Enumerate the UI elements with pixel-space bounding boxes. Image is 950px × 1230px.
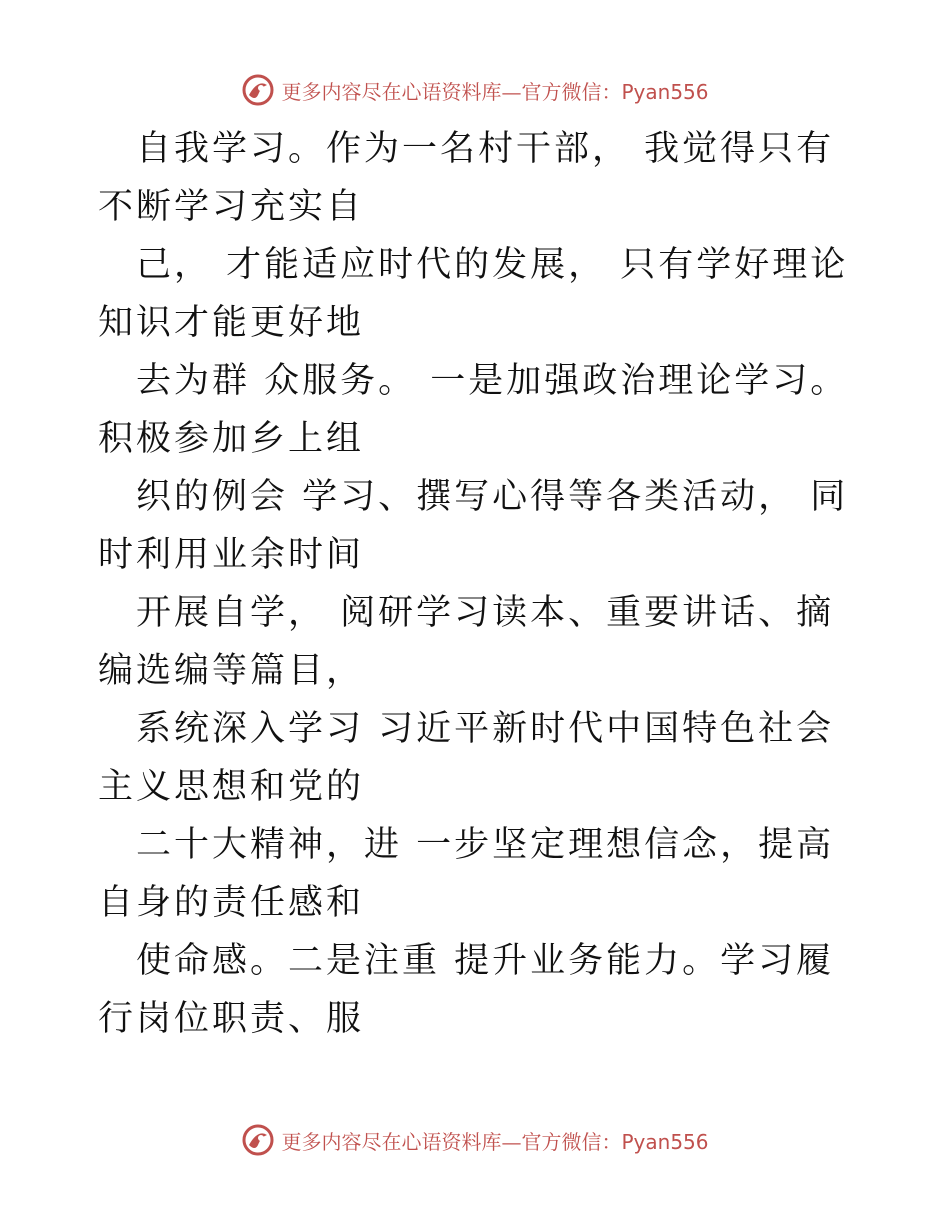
- footer-banner: [0, 1120, 950, 1160]
- paragraph: 使命感。二是注重 提升业务能力。学习履行岗位职责、服: [98, 941, 835, 1039]
- header-banner-main: 更多内容尽在心语资料库: [281, 79, 502, 104]
- footer-banner-text: [281, 1126, 708, 1155]
- paragraph: 系统深入学习 习近平新时代中国特色社会主义思想和党的: [98, 709, 835, 807]
- red-swirl-logo-icon: [241, 1123, 275, 1157]
- paragraph: 己， 才能适应时代的发展， 只有学好理论知识才能更好地: [98, 245, 849, 343]
- paragraph: 开展自学， 阅研学习读本、重要讲话、摘编选编等篇目，: [98, 593, 835, 691]
- header-banner-text: [281, 76, 708, 105]
- paragraph: 织的例会 学习、撰写心得等各类活动， 同时利用业余时间: [98, 477, 849, 575]
- header-banner: [0, 70, 950, 110]
- footer-banner-sep: —官方微信：: [501, 1129, 622, 1154]
- footer-wechat-id: Pyan556: [621, 1129, 709, 1154]
- paragraph: 自我学习。作为一名村干部， 我觉得只有不断学习充实自: [98, 129, 835, 227]
- paragraph: 二十大精神，进 一步坚定理想信念，提高自身的责任感和: [98, 825, 835, 923]
- paragraph: 去为群 众服务。 一是加强政治理论学习。积极参加乡上组: [98, 361, 849, 459]
- red-swirl-logo-icon: [241, 73, 275, 107]
- header-wechat-id: Pyan556: [621, 79, 709, 104]
- header-banner-sep: —官方微信：: [501, 79, 622, 104]
- document-body: [98, 120, 858, 1048]
- footer-banner-main: 更多内容尽在心语资料库: [281, 1129, 502, 1154]
